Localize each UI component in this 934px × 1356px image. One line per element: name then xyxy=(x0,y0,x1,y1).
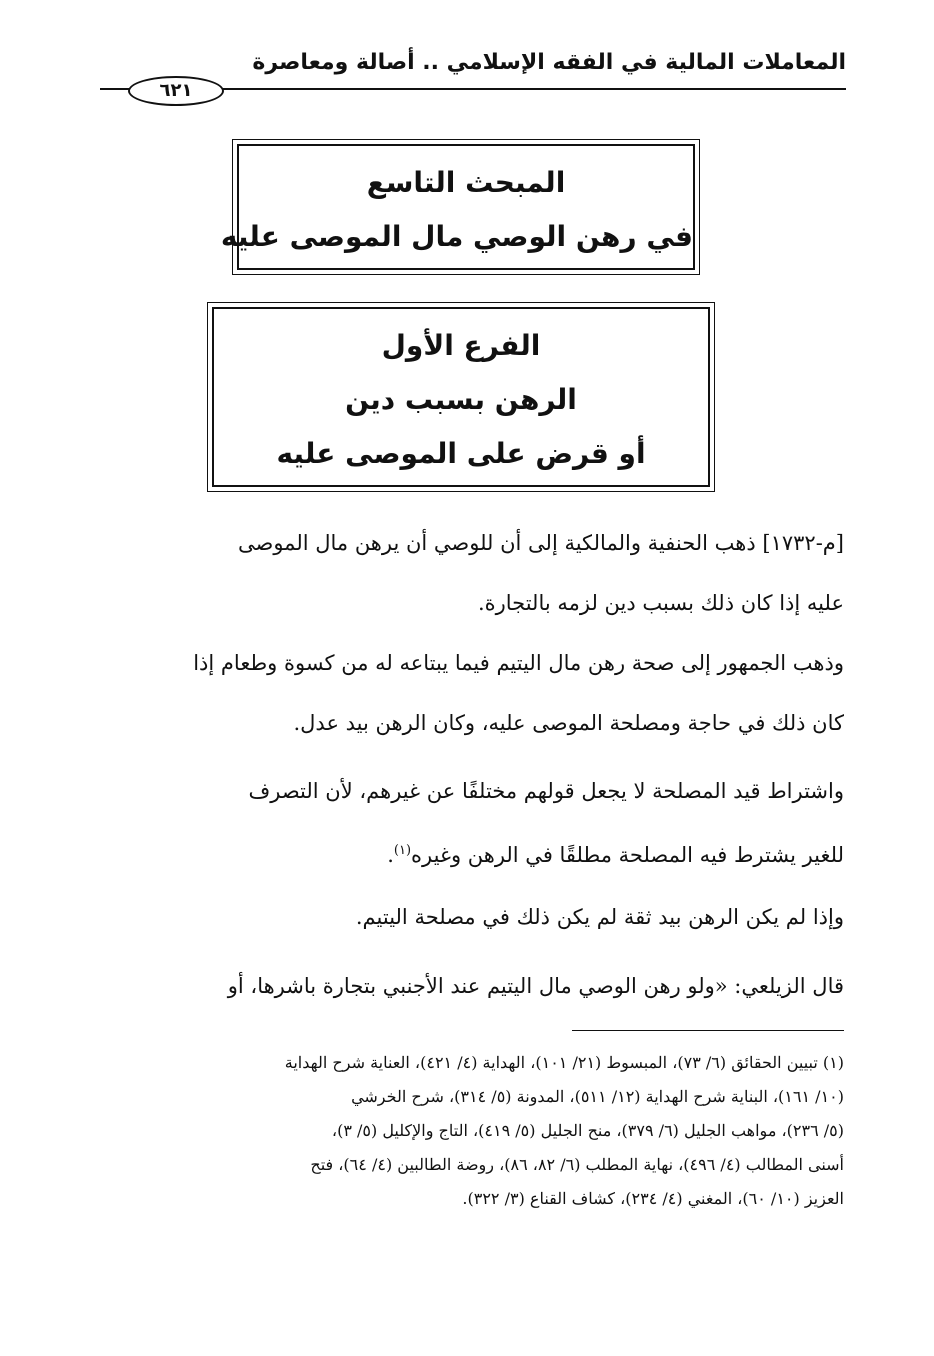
branch-subtitle-line-1: الرهن بسبب دين xyxy=(345,383,577,416)
paragraph-2-line-2: كان ذلك في حاجة ومصلحة الموصى عليه، وكان الرهن بيد عدل. xyxy=(293,711,844,735)
paragraph-2-line-1: وذهب الجمهور إلى صحة رهن مال اليتيم فيما يبتاعه له من كسوة وطعام إذا xyxy=(193,651,844,675)
paragraph-3-line-2-text: للغير يشترط فيه المصلحة مطلقًا في الرهن وغيره xyxy=(411,843,844,867)
body-text-3 xyxy=(74,761,844,885)
body-text-4 xyxy=(74,887,844,947)
section-title-box xyxy=(220,144,695,270)
footnote-line-3: (٥/ ٢٣٦)، مواهب الجليل (٦/ ٣٧٩)، منح الجليل (٥/ ٤١٩)، التاج والإكليل (٥/ ٣)، xyxy=(331,1121,844,1140)
running-header-title: المعاملات المالية في الفقه الإسلامي .. أصالة ومعاصرة xyxy=(252,50,846,75)
footnote-line-4: أسنى المطالب (٤/ ٤٩٦)، نهاية المطلب (٦/ ٨٢، ٨٦)، روضة الطالبين (٤/ ٦٤)، فتح xyxy=(310,1155,844,1174)
section-title: المبحث التاسع xyxy=(366,166,566,199)
paragraph-3-line-1: واشتراط قيد المصلحة لا يجعل قولهم مختلفًا عن غيرهم، لأن التصرف xyxy=(248,779,844,803)
footnote-line-2: (١٠/ ١٦١)، البناية شرح الهداية (١٢/ ٥١١)، المدونة (٥/ ٣١٤)، شرح الخرشي xyxy=(351,1087,844,1106)
page-number: ٦٢١ xyxy=(128,76,224,106)
paragraph-4-line-1: وإذا لم يكن الرهن بيد ثقة لم يكن ذلك في مصلحة اليتيم. xyxy=(355,905,844,929)
paragraph-1-line-2: عليه إذا كان ذلك بسبب دين لزمه بالتجارة. xyxy=(477,591,844,615)
branch-title-box xyxy=(212,307,710,487)
branch-title: الفرع الأول xyxy=(381,329,541,362)
body-text xyxy=(74,513,844,633)
branch-subtitle-line-2: أو قرض على الموصى عليه xyxy=(276,437,646,470)
footnote-reference-1[interactable]: (١) xyxy=(393,843,412,858)
body-text-2 xyxy=(74,633,844,753)
footnote-line-1: (١) تبيين الحقائق (٦/ ٧٣)، المبسوط (٢١/ ١٠١)، الهداية (٤/ ٤٢١)، العناية شرح الهداية xyxy=(284,1053,844,1072)
footnote-separator xyxy=(572,1030,844,1031)
paragraph-1-line-1: [م-١٧٣٢] ذهب الحنفية والمالكية إلى أن للوصي أن يرهن مال الموصى xyxy=(238,531,844,555)
footnotes xyxy=(74,1046,844,1216)
paragraph-5-line-1: قال الزيلعي: «ولو رهن الوصي مال اليتيم عند الأجنبي بتجارة باشرها، أو xyxy=(227,974,844,998)
paragraph-3-line-2 xyxy=(74,821,844,885)
paragraph-3-line-2-end: . xyxy=(387,843,394,867)
section-subtitle: في رهن الوصي مال الموصى عليه xyxy=(220,220,693,253)
footnote-line-5: العزيز (١٠/ ٦٠)، المغني (٤/ ٢٣٤)، كشاف القناع (٣/ ٣٢٢). xyxy=(462,1189,844,1208)
body-text-5 xyxy=(74,956,844,1016)
